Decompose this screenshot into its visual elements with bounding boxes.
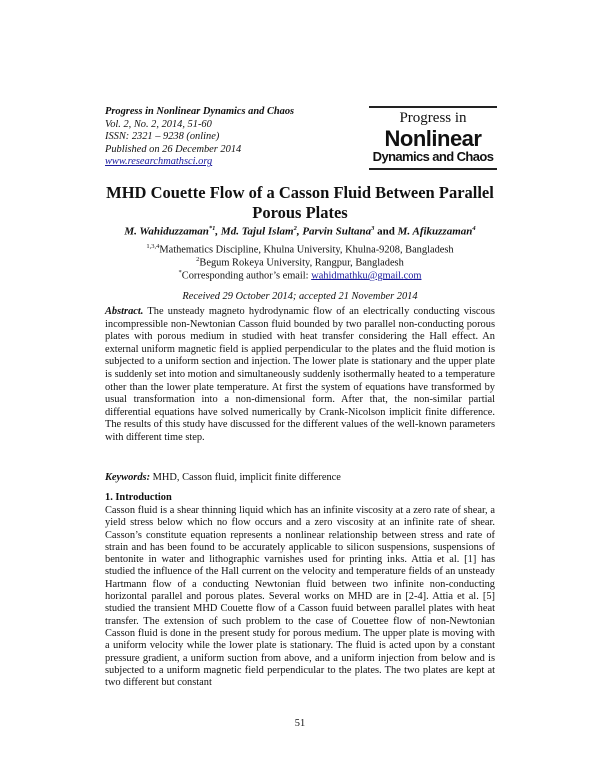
abstract	[105, 306, 495, 445]
logo-text-progress: Progress in	[399, 110, 467, 126]
journal-url-link[interactable]: www.researchmathsci.org	[105, 156, 213, 168]
author-1-sup: *1	[208, 225, 216, 232]
introduction-paragraph: Casson fluid is a shear thinning liquid which has an infinite viscosity at a zero rate of shear, a yield stress below which no flow occurs and a zero viscosity at an infinite rate of shear. Casson’s constitute equation represents a nonlinear relationship between stress and rate of strain and has been found to be accurately applicable to silicon suspensions, suspensions of bentonite in water and lithographic varnishes used for printing inks. Attia et al. [1] has studied the influence of the Hall current on the velocity and temperature fields of an unsteady Hartmann flow of a conducting Newtonian fluid between two infinite non-conducting horizontal parallel and porous plates. Several works on MHD are in [2-4]. Attia et al. [5] studied the transient MHD Couette flow of a Casson fuuid between parallel plates with heat transfer. The extension of such problem to the case of Couettee flow of non-Newtonian Casson fluid is done in the present study for porous medium. The upper plate is moving with a uniform velocity while the lower plate is stationary. The fluid is acted upon by a constant pressure gradient, a uniform suction from above, and a uniform injection from below and is subjected to a uniform magnetic field perpendicular to the plates. The two plates are kept at two different but constant	[105, 505, 495, 689]
affiliation-2-text: Begum Rokeya University, Rangpur, Bangladesh	[199, 257, 404, 269]
logo-text-nonlinear: Nonlinear	[384, 126, 482, 151]
journal-published-date: Published on 26 December 2014	[105, 143, 242, 155]
logo-rule-top	[369, 106, 497, 108]
corresponding-sup: *	[178, 269, 182, 276]
author-2-sup: 2	[293, 225, 297, 232]
paper-title	[90, 183, 510, 223]
affiliation-1-sup: 1,3,4	[146, 243, 160, 250]
author-2: Md. Tajul Islam	[220, 225, 294, 238]
author-4: M. Afikuzzaman	[397, 225, 473, 238]
journal-volume: Vol. 2, No. 2, 2014, 51-60	[105, 118, 212, 130]
received-dates: Received 29 October 2014; accepted 21 November 2014	[182, 291, 418, 302]
paper-title-line2: Porous Plates	[252, 203, 348, 222]
author-list: M. Wahiduzzaman$^{*1}$, Md. Tajul Islam$^2$, Parvin Sultana$^3$ and M. Afikuzzaman$^4$	[124, 225, 476, 238]
author-1: M. Wahiduzzaman	[124, 225, 209, 238]
affiliation-2-sup: 2	[196, 256, 200, 263]
journal-issn: ISSN: 2321 – 9238 (online)	[105, 131, 220, 143]
corresponding-label: Corresponding author’s email:	[181, 270, 309, 282]
keywords-text: MHD, Casson fluid, implicit finite difference	[152, 472, 341, 483]
journal-logo	[369, 106, 497, 166]
author-conjunction: and	[377, 225, 395, 238]
logo-text-dynamics: Dynamics and Chaos	[372, 149, 494, 164]
section-heading-introduction: 1. Introduction	[105, 492, 172, 503]
author-4-sup: 4	[472, 225, 476, 232]
page-number: 51	[294, 718, 306, 729]
affiliation-1-text: Mathematics Discipline, Khulna University, Khulna-9208, Bangladesh	[159, 244, 454, 256]
logo-rule-bottom	[369, 168, 497, 170]
corresponding-author	[60, 267, 540, 282]
journal-name: Progress in Nonlinear Dynamics and Chaos	[105, 106, 295, 117]
abstract-label: Abstract.	[105, 306, 144, 317]
keywords-label: Keywords:	[105, 472, 151, 483]
journal-info	[105, 106, 355, 169]
keywords	[105, 472, 495, 483]
abstract-text: The unsteady magneto hydrodynamic flow of an electrically conducting viscous incompressible non-Newtonian Casson fluid bounded by two parallel non-conducting porous plates with porous medium in studied with heat transfer considering the Hall effect. An external uniform magnetic field is applied perpendicular to the plates and the fluid motion is subjected to a uniform section and injection. The lower plate is stationary and the upper plate is suddenly set into motion and simultaneously suddenly isothermally heated to a temperature other than the lower plate temperature. At first the system of equations have transformed by usual transformation into a non-dimensional form. After that, the non-similar partial differential equations have solved numerically by Crank-Nicolson implicit finite difference. The results of this study have discussed for the different values of the well-known parameters with different time step.	[105, 306, 495, 443]
paper-title-line1: MHD Couette Flow of a Casson Fluid Between Parallel	[106, 183, 494, 202]
author-3-sup: 3	[371, 225, 375, 232]
author-3: Parvin Sultana	[302, 225, 372, 238]
corresponding-email-link[interactable]: wahidmathku@gmail.com	[311, 270, 422, 282]
